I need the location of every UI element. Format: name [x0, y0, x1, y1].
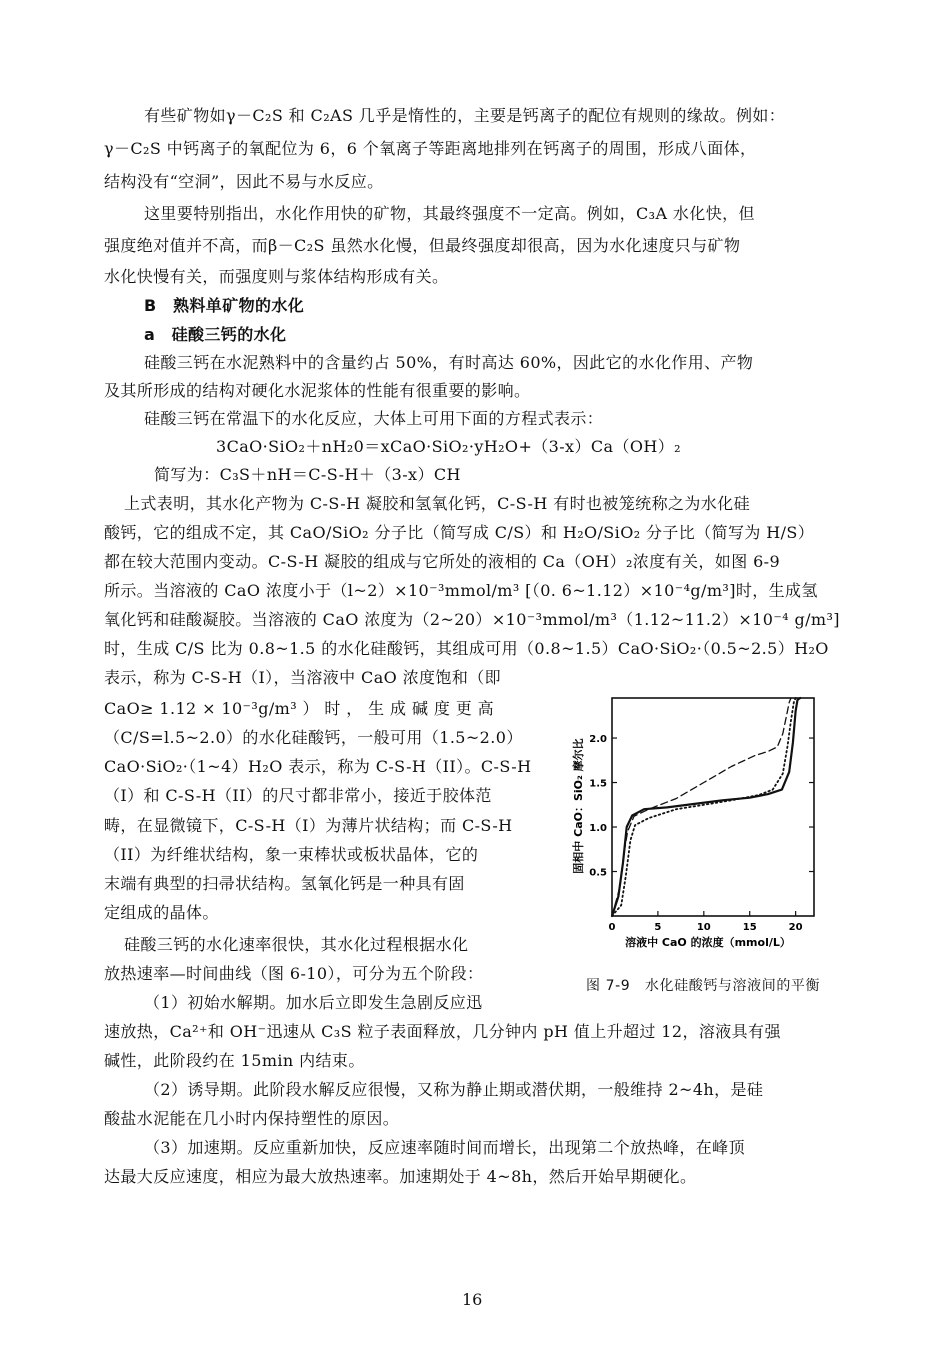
subsection-heading: a 硅酸三钙的水化: [144, 325, 287, 344]
y-tick-label: 1.5: [589, 778, 607, 790]
x-tick-label: 5: [654, 922, 662, 933]
page-number: 16: [462, 1290, 483, 1309]
x-tick-label: 10: [696, 922, 711, 933]
text-line: 水化快慢有关，而强度则与浆体结构形成有关。: [104, 267, 449, 286]
text-line: 及其所形成的结构对硬化水泥浆体的性能有很重要的影响。: [104, 381, 531, 400]
series-line-dashed: [612, 698, 791, 916]
text-line: CaO·SiO₂·（1~4）H₂O 表示，称为 C-S-H（II）。C-S-H: [104, 757, 532, 776]
text-line: 末端有典型的扫帚状结构。氢氧化钙是一种具有固: [104, 874, 465, 893]
series-line-dotted: [612, 698, 796, 916]
text-line: 畴，在显微镜下，C-S-H（I）为薄片状结构；而 C-S-H: [104, 816, 513, 835]
text-line: （I）和 C-S-H（II）的尺寸都非常小，接近于胶体范: [104, 786, 492, 805]
text-line: 有些矿物如γ－C₂S 和 C₂AS 几乎是惰性的，主要是钙离子的配位有规则的缘故。例如：: [144, 106, 786, 125]
text-line: 这里要特别指出，水化作用快的矿物，其最终强度不一定高。例如，C₃A 水化快，但: [144, 204, 755, 223]
text-line: 表示，称为 C-S-H（I），当溶液中 CaO 浓度饱和（即: [104, 668, 502, 687]
text-line: 速放热，Ca²⁺和 OH⁻迅速从 C₃S 粒子表面释放，几分钟内 pH 值上升超过 12，溶液具有强: [104, 1022, 781, 1041]
text-line: 上式表明，其水化产物为 C-S-H 凝胶和氢氧化钙，C-S-H 有时也被笼统称之为水化硅: [124, 494, 750, 513]
y-tick-label: 1.0: [589, 823, 607, 835]
x-tick-label: 15: [742, 922, 757, 933]
equation-short: 简写为：C₃S＋nH＝C-S-H＋（3-x）CH: [154, 465, 461, 484]
equilibrium-chart: [568, 688, 868, 956]
text-line: 强度绝对值并不高，而β－C₂S 虽然水化慢，但最终强度却很高，因为水化速度只与矿物: [104, 236, 741, 255]
text-line: （1）初始水解期。加水后立即发生急剧反应迅: [144, 993, 483, 1012]
text-line: 所示。当溶液的 CaO 浓度小于（l~2）×10⁻³mmol/m³ [（0. 6~1.12）×10⁻⁴g/m³]时，生成氢: [104, 581, 818, 600]
text-line: 结构没有“空洞”，因此不易与水反应。: [104, 172, 384, 191]
x-tick-label: 0: [608, 922, 616, 933]
text-line: γ－C₂S 中钙离子的氧配位为 6，6 个氧离子等距离地排列在钙离子的周围，形成八面体，: [104, 139, 757, 158]
y-tick-label: 0.5: [589, 867, 607, 879]
x-axis-label: 溶液中 CaO 的浓度（mmol/L）: [625, 936, 791, 949]
text-line: 硅酸三钙在水泥熟料中的含量约占 50%，有时高达 60%，因此它的水化作用、产物: [144, 353, 754, 372]
text-line: 达最大反应速度，相应为最大放热速率。加速期处于 4~8h，然后开始早期硬化。: [104, 1167, 697, 1186]
text-line: （C/S=l.5~2.0）的水化硅酸钙，一般可用（1.5~2.0）: [104, 728, 523, 747]
y-tick-label: 2.0: [589, 734, 607, 746]
text-line: （2）诱导期。此阶段水解反应很慢，又称为静止期或潜伏期，一般维持 2~4h，是硅: [144, 1080, 764, 1099]
text-line: 酸盐水泥能在几小时内保持塑性的原因。: [104, 1109, 400, 1128]
text-line: （II）为纤维状结构，象一束棒状或板状晶体，它的: [104, 845, 479, 864]
text-line: （3）加速期。反应重新加快，反应速率随时间而增长，出现第二个放热峰，在峰顶: [144, 1138, 745, 1157]
figure: [568, 688, 868, 956]
equation: 3CaO·SiO₂＋nH₂0＝xCaO·SiO₂·yH₂O+（3-x）Ca（OH）₂: [216, 437, 681, 456]
text-line: 都在较大范围内变动。C-S-H 凝胶的组成与它所处的液相的 Ca（OH）₂浓度有关，如图 6-9: [104, 552, 781, 571]
text-line: 酸钙，它的组成不定，其 CaO/SiO₂ 分子比（简写成 C/S）和 H₂O/SiO₂ 分子比（简写为 H/S）: [104, 523, 815, 542]
y-axis-label: 固相中 CaO：SiO₂ 摩尔比: [572, 738, 585, 874]
x-tick-label: 20: [788, 922, 803, 933]
text-line: CaO≥ 1.12 × 10⁻³g/m³ ） 时 ， 生 成 碱 度 更 高: [104, 699, 495, 718]
text-line: 硅酸三钙在常温下的水化反应，大体上可用下面的方程式表示：: [144, 409, 604, 428]
text-line: 时，生成 C/S 比为 0.8~1.5 的水化硅酸钙，其组成可用（0.8~1.5）CaO·SiO₂·（0.5~2.5）H₂O: [104, 639, 829, 658]
series-line-solid: [612, 698, 800, 916]
text-line: 氧化钙和硅酸凝胶。当溶液的 CaO 浓度为（2~20）×10⁻³mmol/m³（1.12~11.2）×10⁻⁴ g/m³]: [104, 610, 840, 629]
text-line: 放热速率—时间曲线（图 6-10），可分为五个阶段：: [104, 964, 484, 983]
figure-caption: 图 7-9 水化硅酸钙与溶液间的平衡: [586, 978, 821, 994]
text-line: 硅酸三钙的水化速率很快，其水化过程根据水化: [124, 935, 469, 954]
text-line: 碱性，此阶段约在 15min 内结束。: [104, 1051, 365, 1070]
text-line: 定组成的晶体。: [104, 903, 219, 922]
section-heading: B 熟料单矿物的水化: [144, 296, 305, 315]
